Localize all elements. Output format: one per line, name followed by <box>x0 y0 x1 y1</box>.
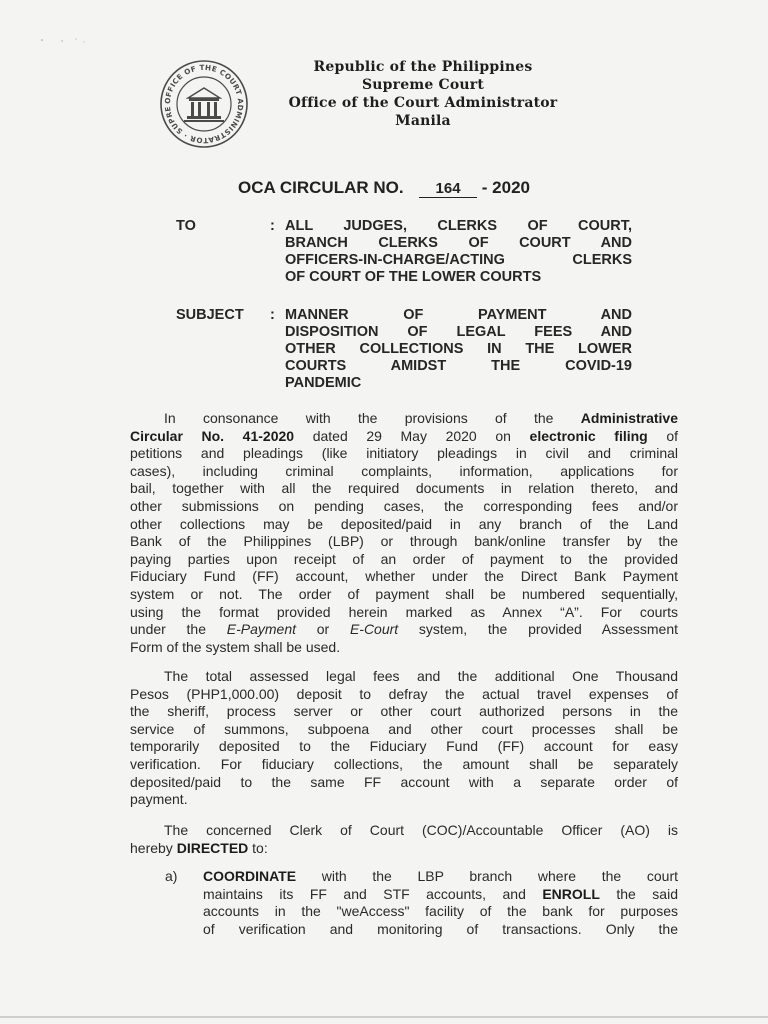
subject-text <box>285 307 632 392</box>
circular-year: - 2020 <box>481 178 530 197</box>
text-run: to: <box>248 839 268 856</box>
subject-colon: : <box>270 307 275 323</box>
paragraph-line: verification. For fiduciary collections, the amount shall be separately <box>130 755 678 772</box>
subject-line: MANNER OF PAYMENT AND <box>285 307 632 323</box>
list-line: accounts in the "weAccess" facility of the bank for purposes <box>203 903 678 920</box>
paragraph-line: other collections may be deposited/paid in any branch of the Land <box>130 515 678 532</box>
letterhead <box>248 58 598 130</box>
paragraph-line: the sheriff, process server or other court authorized persons in the <box>130 703 678 720</box>
paragraph-line: Fiduciary Fund (FF) account, whether under the Direct Bank Payment <box>130 568 678 585</box>
text-run: In consonance with the provisions of the <box>164 410 581 426</box>
list-line <box>203 868 678 886</box>
to-label: TO <box>176 218 196 234</box>
list-marker: a) <box>165 868 178 884</box>
page-bottom-edge <box>0 1016 768 1018</box>
italic-term: E-Court <box>349 621 399 638</box>
circular-title <box>0 178 768 198</box>
paragraph-1 <box>130 410 678 656</box>
subject-line: PANDEMIC <box>285 375 362 391</box>
paragraph-line: bail, together with all the required documents in relation thereto, and <box>130 480 678 497</box>
paragraph-line: petitions and pleadings (like initiatory pleadings in civil and criminal <box>130 445 678 462</box>
paragraph-line: system or not. The order of payment shall be numbered sequentially, <box>130 585 678 602</box>
text-run: maintains its FF and STF accounts, and <box>203 885 543 902</box>
letterhead-republic: Republic of the Philippines <box>313 59 533 75</box>
text-run: system, the provided Assessment <box>398 621 678 638</box>
paragraph-line: payment. <box>130 791 188 808</box>
emphasis: Circular No. 41-2020 <box>130 427 295 444</box>
paragraph-3 <box>130 822 678 857</box>
paragraph-line: deposited/paid to the same FF account with a separate order of <box>130 773 678 790</box>
paragraph-line: temporarily deposited to the Fiduciary Fund (FF) account for easy <box>130 738 678 755</box>
paragraph-line: other submissions on pending cases, the corresponding fees and/or <box>130 497 678 514</box>
to-line: OFFICERS-IN-CHARGE/ACTING CLERKS <box>285 252 632 268</box>
text-run: of <box>647 427 679 444</box>
subject-line: DISPOSITION OF LEGAL FEES AND <box>285 324 632 340</box>
emphasis: ENROLL <box>542 885 600 902</box>
list-item-text <box>203 868 678 938</box>
to-colon: : <box>270 218 275 234</box>
paragraph-line <box>130 428 678 446</box>
letterhead-office: Office of the Court Administrator <box>288 95 558 111</box>
emphasis: COORDINATE <box>203 868 297 884</box>
to-line: OF COURT OF THE LOWER COURTS <box>285 269 542 285</box>
scan-specks <box>40 32 100 50</box>
text-run: or <box>296 621 350 638</box>
paragraph-2 <box>130 668 678 809</box>
paragraph-line <box>130 840 678 858</box>
seal-ring-text: OFFICE OF THE COURT ADMINISTRATOR · SUPRE <box>162 62 246 146</box>
paragraph-line: The concerned Clerk of Court (COC)/Accountable Officer (AO) is <box>164 822 678 838</box>
subject-line: OTHER COLLECTIONS IN THE LOWER <box>285 341 632 357</box>
circular-prefix: OCA CIRCULAR NO. <box>238 178 404 197</box>
paragraph-line: Bank of the Philippines (LBP) or through bank/online transfer by the <box>130 533 678 550</box>
to-recipients <box>285 218 632 286</box>
paragraph-line <box>130 410 678 428</box>
emphasis: DIRECTED <box>176 839 249 856</box>
subject-label: SUBJECT <box>176 307 244 323</box>
paragraph-line: paying parties upon receipt of an order of payment to the provided <box>130 550 678 567</box>
text-run: hereby <box>130 839 177 856</box>
paragraph-line: Form of the system shall be used. <box>130 638 341 655</box>
list-line <box>203 886 678 904</box>
paragraph-line: using the format provided herein marked as Annex “A”. For courts <box>130 603 678 620</box>
circular-number: 164 <box>419 180 477 198</box>
paragraph-line: cases), including criminal complaints, information, applications for <box>130 462 678 479</box>
letterhead-supreme-court: Supreme Court <box>361 77 485 93</box>
text-run: under the <box>130 621 227 638</box>
letterhead-city: Manila <box>395 113 451 129</box>
text-run: dated 29 May 2020 on <box>294 427 530 444</box>
to-line: BRANCH CLERKS OF COURT AND <box>285 235 632 251</box>
emphasis: Administrative <box>580 410 678 426</box>
list-line: of verification and monitoring of transactions. Only the <box>203 920 678 937</box>
oca-seal-icon <box>158 58 250 150</box>
paragraph-line <box>130 621 678 639</box>
text-run: the said <box>599 885 678 902</box>
paragraph-line: Pesos (PHP1,000.00) deposit to defray the actual travel expenses of <box>130 685 678 702</box>
emphasis: electronic filing <box>529 427 648 444</box>
to-line: ALL JUDGES, CLERKS OF COURT, <box>285 218 632 234</box>
italic-term: E-Payment <box>226 621 296 638</box>
paragraph-line: The total assessed legal fees and the additional One Thousand <box>164 668 678 684</box>
subject-line: COURTS AMIDST THE COVID-19 <box>285 358 632 374</box>
paragraph-line: service of summons, subpoena and other court processes shall be <box>130 720 678 737</box>
text-run: with the LBP branch where the court <box>296 868 678 884</box>
